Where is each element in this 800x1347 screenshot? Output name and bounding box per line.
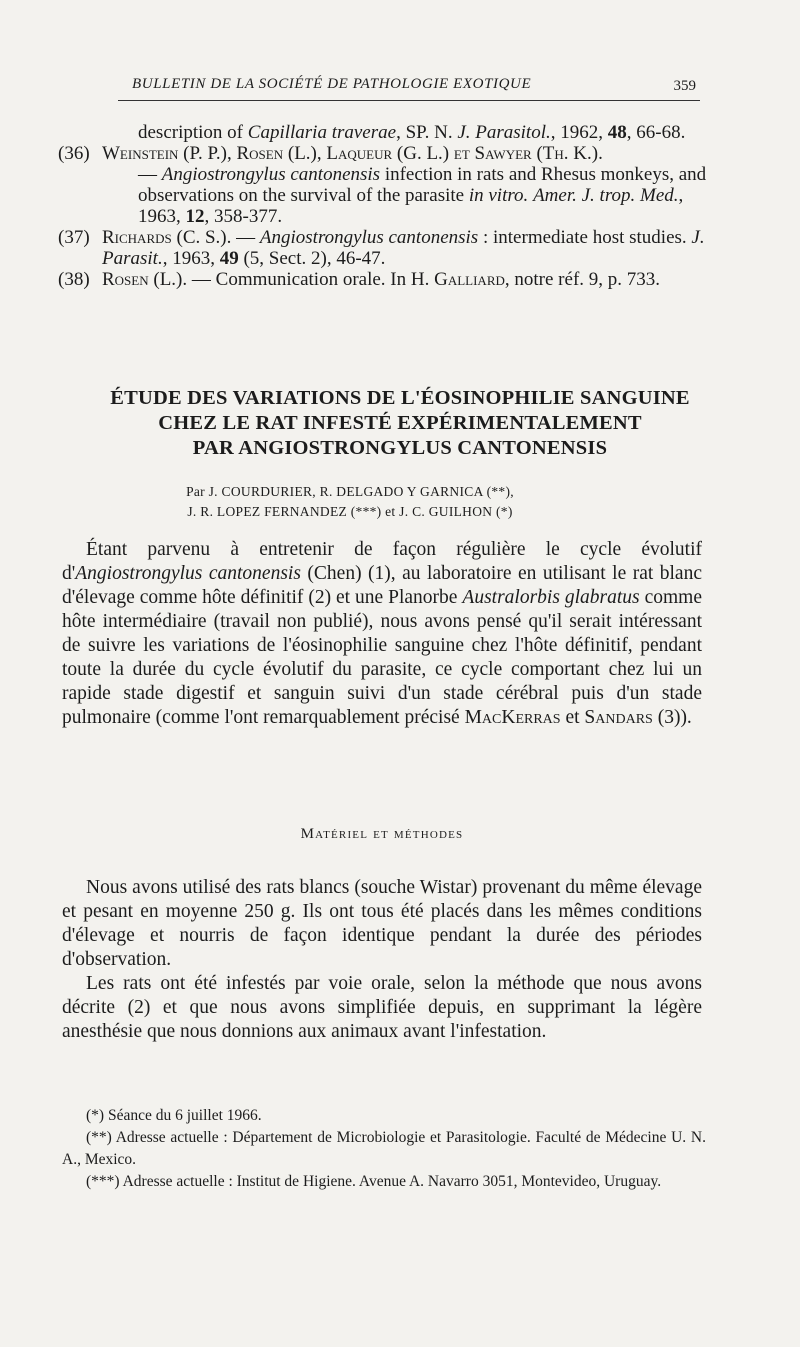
authors-line: J. R. LOPEZ FERNANDEZ (***) et J. C. GUILHON (*) <box>187 504 513 519</box>
ref-text: in vitro. <box>468 185 529 206</box>
ref-pages: , 66-68. <box>626 122 686 143</box>
ref-number: (38) <box>58 269 90 290</box>
ref-text: infection in rats and Rhesus monkeys, and observations on the survival of the parasite <box>138 164 707 206</box>
ref-number: (36) <box>58 143 90 164</box>
ref-journal: J. Parasitol. <box>457 122 551 143</box>
footnote: (**) Adresse actuelle : Département de Microbiologie et Parasitologie. Faculté de Médecine U. N. A., Mexico. <box>62 1129 706 1168</box>
reference-36 <box>58 143 708 227</box>
reference-37 <box>58 227 708 269</box>
ref-title: Angiostrongylus cantonensis <box>161 164 381 185</box>
ref-pages: , 358-377. <box>204 206 283 227</box>
ref-authors: Weinstein (P. P.), Rosen (L.), Laqueur (G. L.) et Sawyer (Th. K.). <box>102 143 603 164</box>
journal-title: BULLETIN DE LA SOCIÉTÉ DE PATHOLOGIE EXOTIQUE <box>132 76 532 92</box>
text-span: Étant parvenu à entretenir de façon régulière le cycle évolutif d' <box>62 539 702 584</box>
species-name: Australorbis glabratus <box>462 587 640 608</box>
author-name: Sandars <box>584 707 653 728</box>
introduction <box>62 538 702 730</box>
ref-text: , SP. N. <box>396 122 453 143</box>
running-header <box>118 74 700 101</box>
methods-section <box>62 876 702 1044</box>
methods-paragraph: Nous avons utilisé des rats blancs (souche Wistar) provenant du même élevage et pesant en moyenne 250 g. Ils ont tous été placés dans les mêmes conditions d'élevage et nourris de façon identique pendant la durée des périodes d'observation. <box>62 877 702 970</box>
title-line: ÉTUDE DES VARIATIONS DE L'ÉOSINOPHILIE SANGUINE <box>110 387 690 409</box>
ref-year: , 1963, <box>138 185 684 227</box>
article-authors <box>100 482 600 522</box>
page-number: 359 <box>673 78 696 94</box>
ref-text: description of <box>138 122 244 143</box>
reference-35-continued <box>58 122 708 143</box>
ref-year: , 1963, <box>162 248 215 269</box>
ref-text: , notre réf. 9, p. 733. <box>504 269 661 290</box>
text-span: (3)). <box>652 707 692 728</box>
ref-authors: Richards (C. S.). <box>102 227 232 248</box>
ref-journal: J. Parasit. <box>102 227 705 269</box>
reference-list <box>58 122 708 290</box>
ref-title: Capillaria traverae <box>247 122 397 143</box>
ref-authors: Galliard <box>434 269 505 290</box>
title-line: CHEZ LE RAT INFESTÉ EXPÉRIMENTALEMENT <box>158 412 642 434</box>
authors-line: Par J. COURDURIER, R. DELGADO Y GARNICA (**), <box>186 484 514 499</box>
ref-volume: 12 <box>185 206 205 227</box>
footnote: (***) Adresse actuelle : Institut de Higiene. Avenue A. Navarro 3051, Montevideo, Uruguay. <box>86 1173 662 1190</box>
author-name: MacKerras <box>464 707 561 728</box>
ref-text: : intermediate host studies. <box>482 227 687 248</box>
ref-authors: Rosen (L.). <box>102 269 188 290</box>
ref-volume: 48 <box>607 122 627 143</box>
species-name: Angiostrongylus cantonensis <box>75 563 301 584</box>
title-line: PAR ANGIOSTRONGYLUS CANTONENSIS <box>192 437 608 459</box>
methods-paragraph: Les rats ont été infestés par voie orale, selon la méthode que nous avons décrite (2) et que nous avons simplifiée depuis, en supprimant la légère anesthésie que nous donnions aux animaux avant l'infestation. <box>62 973 702 1042</box>
ref-volume: 49 <box>219 248 239 269</box>
section-heading <box>62 826 702 843</box>
section-heading-text: Matériel et méthodes <box>300 826 464 842</box>
ref-year: , 1962, <box>550 122 603 143</box>
article-title <box>60 386 740 461</box>
ref-text: — Communication orale. In H. <box>191 269 430 290</box>
footnote: (*) Séance du 6 juillet 1966. <box>86 1107 262 1124</box>
ref-number: (37) <box>58 227 90 248</box>
ref-title: Angiostrongylus cantonensis <box>259 227 479 248</box>
text-span: et <box>560 707 585 728</box>
text-span: (Chen) (1), au laboratoire en utilisant le rat blanc d'élevage comme hôte définitif (2) et une Planorbe <box>62 563 702 608</box>
ref-pages: (5, Sect. 2), 46-47. <box>243 248 386 269</box>
ref-dash: — <box>236 227 256 248</box>
text-span: comme hôte intermédiaire (travail non publié), nous avons pensé qu'il serait intéressant de suivre les variations de l'éosinophilie sanguine chez l'hôte définitif, pendant toute la durée du cycle évolutif du parasite, ce cycle comportant chez lui un rapide stade digestif et sanguin suivi d'un stade cérébral puis d'un stade pulmonaire (comme l'ont remarquablement précisé <box>62 587 702 728</box>
ref-journal: Amer. J. trop. Med. <box>533 185 679 206</box>
reference-38 <box>58 269 708 290</box>
ref-dash: — <box>138 164 157 185</box>
footnotes <box>62 1105 706 1193</box>
intro-paragraph <box>62 538 702 730</box>
